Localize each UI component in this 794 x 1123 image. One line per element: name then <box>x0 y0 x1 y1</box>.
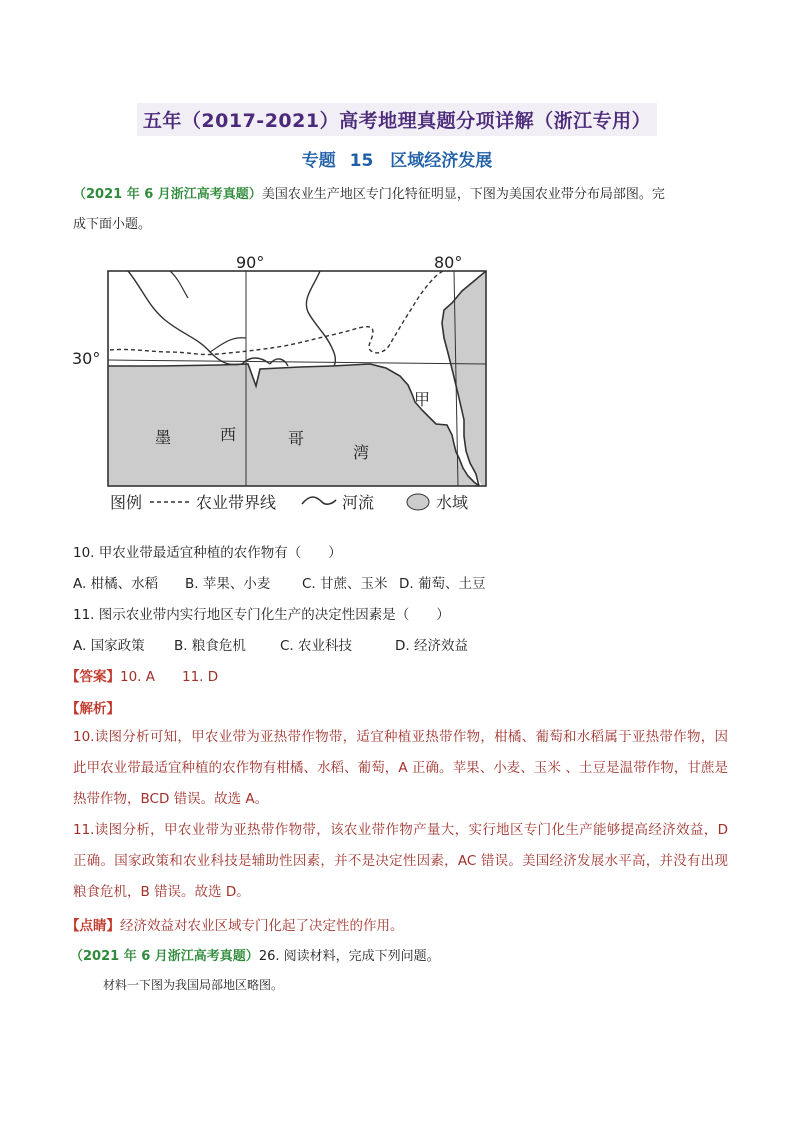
question-10-stem: 10. 甲农业带最适宜种植的农作物有（ ） <box>73 545 342 561</box>
gulf-char-2: 西 <box>220 425 237 444</box>
next-question-text: 26. 阅读材料，完成下列问题。 <box>258 949 440 964</box>
analysis-label: 【解析】 <box>66 701 120 717</box>
analysis-paragraph-10: 10.读图分析可知，甲农业带为亚热带作物带，适宜种植亚热带作物，柑橘、葡萄和水稻属于亚热带作物，因此甲农业带最适宜种植的农作物有柑橘、水稻、葡萄，A 正确。苹果、小麦、玉米 、土豆是温带作物，甘蔗是热带作物，BCD 错误。故选 A。 <box>73 729 728 807</box>
river-4 <box>170 271 246 352</box>
material-one: 材料一下图为我国局部地区略图。 <box>103 978 284 992</box>
q11-option-d[interactable]: D. 经济效益 <box>395 638 468 654</box>
legend-river-label: 河流 <box>342 493 375 512</box>
analysis-heading <box>66 697 120 717</box>
title-text: 五年（2017-2021）高考地理真题分项详解（浙江专用） <box>137 103 657 136</box>
legend-boundary-label: 农业带界线 <box>196 493 277 512</box>
legend-water-label: 水域 <box>436 493 469 512</box>
answer-label: 【答案】 <box>66 669 120 685</box>
gulf-water <box>108 364 479 486</box>
q11-option-a[interactable]: A. 国家政策 <box>73 638 145 654</box>
q11-option-c[interactable]: C. 农业科技 <box>280 638 353 654</box>
q10-option-a[interactable]: A. 柑橘、水稻 <box>73 576 159 592</box>
lon-90-label: 90° <box>236 253 265 272</box>
intro-text-1: 美国农业生产地区专门化特征明显，下图为美国农业带分布局部图。完 <box>261 187 665 202</box>
legend-water-symbol <box>407 494 429 510</box>
question-source: （2021 年 6 月浙江高考真题） <box>73 187 262 202</box>
question-11-stem: 11. 图示农业带内实行地区专门化生产的决定性因素是（ ） <box>73 607 450 623</box>
lat-30-label: 30° <box>72 349 101 368</box>
next-question-line <box>70 945 440 964</box>
answer-line <box>66 665 218 685</box>
zone-jia-label: 甲 <box>414 390 431 409</box>
gulf-char-3: 哥 <box>288 429 305 448</box>
map-legend <box>110 493 468 512</box>
intro-paragraph <box>73 180 723 240</box>
parallel-30 <box>108 360 486 364</box>
q10-option-b[interactable]: B. 苹果、小麦 <box>185 576 271 592</box>
next-question-source: （2021 年 6 月浙江高考真题） <box>70 949 259 964</box>
agri-belt-boundary <box>110 271 444 355</box>
question-10-options <box>73 572 485 592</box>
gulf-char-1: 墨 <box>155 428 172 447</box>
us-agriculture-belt-map <box>70 248 500 523</box>
topic-subtitle: 专题 15 区域经济发展 <box>301 151 493 171</box>
gulf-char-4: 湾 <box>353 443 370 462</box>
q10-option-d[interactable]: D. 葡萄、土豆 <box>399 576 486 592</box>
lon-80-label: 80° <box>434 253 463 272</box>
answer-text: 10. A 11. D <box>120 669 219 685</box>
intro-text-2: 成下面小题。 <box>73 217 152 232</box>
question-11-options <box>73 634 468 654</box>
dianjing-label: 【点睛】 <box>66 918 120 934</box>
dianjing-line <box>66 914 404 934</box>
q11-option-b[interactable]: B. 粮食危机 <box>174 638 246 654</box>
analysis-paragraph-11: 11.读图分析，甲农业带为亚热带作物带，该农业带作物产量大，实行地区专门化生产能够提高经济效益，D 正确。国家政策和农业科技是辅助性因素，并不是决定性因素，AC 错误。美国经济发展水平高，并没有出现粮食危机，B 错误。故选 D。 <box>73 822 728 900</box>
document-title <box>0 103 794 136</box>
dianjing-text: 经济效益对农业区域专门化起了决定性的作用。 <box>120 918 404 934</box>
legend-title: 图例 <box>110 493 143 512</box>
river-3 <box>306 271 335 366</box>
q10-option-c[interactable]: C. 甘蔗、玉米 <box>302 576 388 592</box>
legend-river-symbol <box>302 497 336 504</box>
